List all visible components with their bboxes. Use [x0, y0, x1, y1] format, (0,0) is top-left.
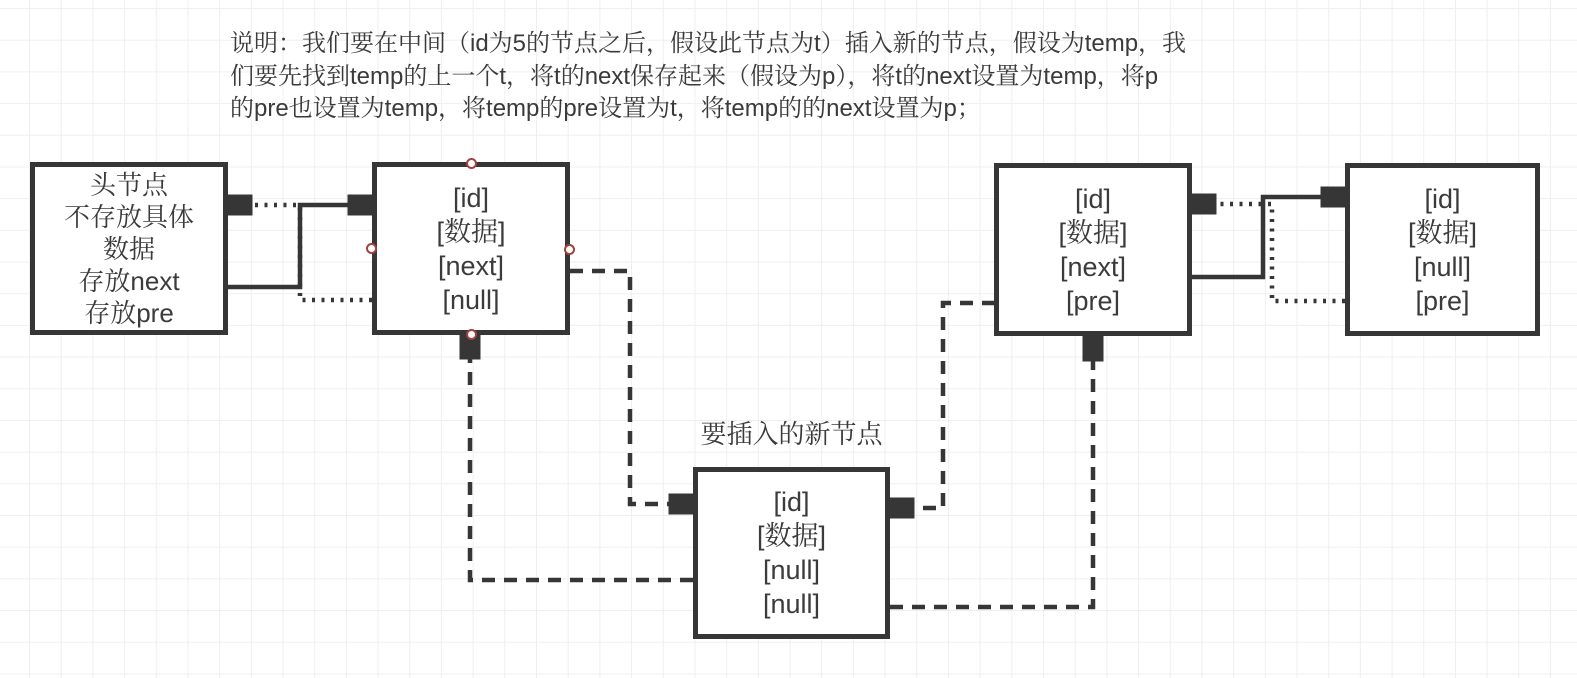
- edge-t-next-to-temp[interactable]: [570, 271, 693, 504]
- connection-point-bottom[interactable]: [466, 329, 477, 340]
- new-node-label[interactable]: 要插入的新节点: [700, 419, 883, 449]
- connection-point-left[interactable]: [366, 243, 377, 254]
- edge-p-next-to-tail[interactable]: [1192, 197, 1345, 277]
- node-line: [数据]: [1058, 217, 1128, 248]
- note-line: 说明：我们要在中间（id为5的节点之后，假设此节点为t）插入新的节点，假设为temp，我: [230, 30, 1187, 57]
- connection-point-right[interactable]: [564, 244, 575, 255]
- note-line: 们要先找到temp的上一个t，将t的next保存起来（假设为p），将t的next设置为temp，将p: [230, 62, 1159, 90]
- edge-temp-next-to-p[interactable]: [890, 337, 1093, 607]
- node-line: [null]: [762, 555, 821, 585]
- node-line: [next]: [437, 250, 505, 281]
- node-line: [id]: [1424, 183, 1461, 214]
- node-temp[interactable]: [693, 467, 890, 639]
- node-line: [null]: [442, 284, 500, 315]
- node-line: [数据]: [436, 216, 506, 247]
- edge-head-next-to-t[interactable]: [228, 205, 372, 287]
- node-head[interactable]: [30, 162, 228, 335]
- node-line: 存放pre: [84, 297, 174, 328]
- edge-temp-pre-to-t[interactable]: [470, 335, 693, 580]
- node-line: [pre]: [1065, 285, 1121, 316]
- edge-tail-pre-to-p[interactable]: [1192, 204, 1345, 301]
- node-line: [数据]: [756, 521, 826, 551]
- node-line: [数据]: [1407, 217, 1477, 248]
- node-t[interactable]: [372, 162, 570, 335]
- node-line: [null]: [1413, 251, 1472, 282]
- node-line: [next]: [1059, 251, 1127, 282]
- node-p[interactable]: [994, 163, 1192, 336]
- node-line: [id]: [1074, 183, 1112, 214]
- node-line: [null]: [762, 589, 821, 619]
- diagram-note[interactable]: [230, 28, 1186, 126]
- node-line: [pre]: [1415, 285, 1470, 316]
- connection-point-top[interactable]: [466, 158, 477, 169]
- node-line: 头节点: [89, 169, 168, 200]
- node-line: 存放next: [78, 265, 180, 296]
- node-tail[interactable]: [1345, 163, 1540, 336]
- node-line: [id]: [773, 487, 810, 517]
- node-line: 不存放具体: [63, 201, 194, 232]
- note-line: 的pre也设置为temp，将temp的pre设置为t，将temp的的next设置为p；: [230, 95, 981, 122]
- edge-p-pre-to-temp[interactable]: [890, 303, 995, 508]
- node-line: 数据: [102, 233, 155, 264]
- node-line: [id]: [452, 182, 490, 213]
